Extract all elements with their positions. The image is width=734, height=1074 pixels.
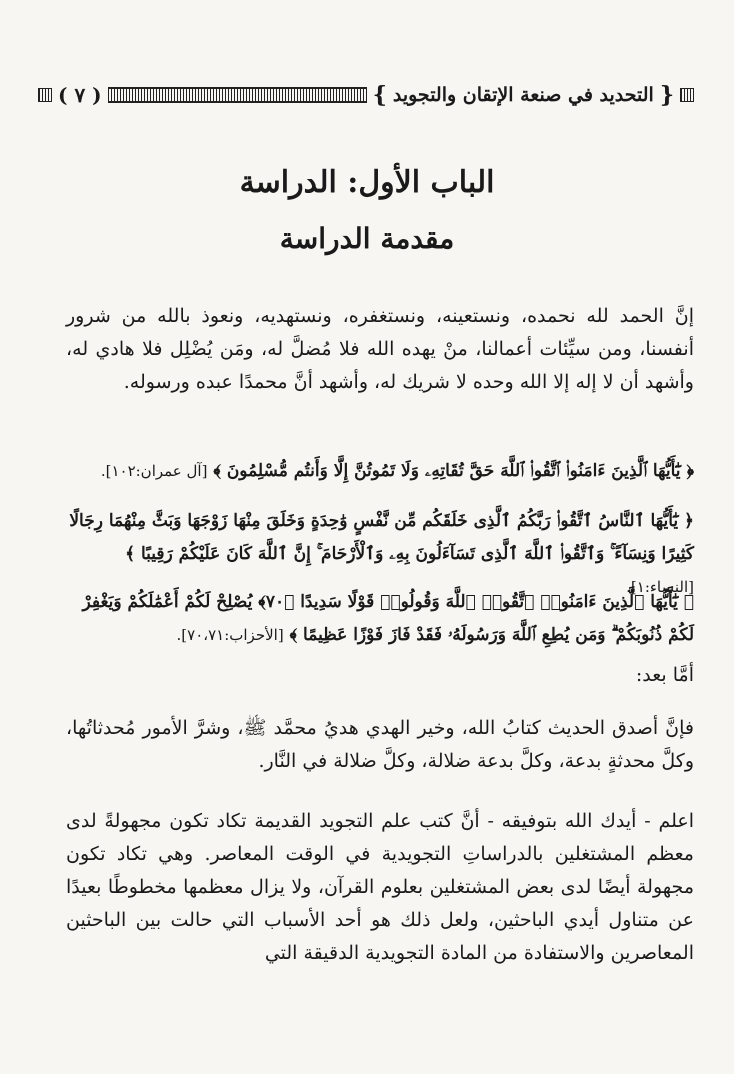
section-title: مقدمة الدراسة	[279, 222, 455, 255]
paragraph-hadith	[66, 712, 694, 778]
paragraph-opening	[66, 300, 694, 399]
verse-text: ﴿ يَٰٓأَيُّهَا ٱلَّذِينَ ءَامَنُوا۟ ٱتَّقُوا۟ ٱللَّهَ وَقُولُوا۟ قَوْلًا سَدِيدًا ﴿٧٠﴾ يُصْلِحْ لَكُمْ أَعْمَٰلَكُمْ وَيَغْفِرْ لَكُمْ ذُنُوبَكُمْ ۗ وَمَن يُطِعِ ٱللَّهَ وَرَسُولَهُۥ فَقَدْ فَازَ فَوْزًا عَظِيمًا ﴾	[82, 592, 694, 645]
chapter-title: الباب الأول: الدراسة	[239, 165, 495, 200]
paragraph-body	[66, 805, 694, 970]
page-number: ( ٧ )	[58, 83, 102, 107]
header-ornament-icon	[680, 88, 694, 102]
verse-reference: [النساء:١].	[626, 578, 694, 596]
header-title: التحديد في صنعة الإتقان والتجويد	[392, 84, 654, 106]
verse-text: ﴿ يَٰٓأَيُّهَا ٱلَّذِينَ ءَامَنُوا۟ ٱتَّقُوا۟ ٱللَّهَ حَقَّ تُقَاتِهِۦ وَلَا تَمُوتُنَّ إِلَّا وَأَنتُم مُّسْلِمُونَ ﴾	[213, 461, 694, 481]
verse-reference: [الأحزاب:٧٠،٧١].	[176, 626, 284, 644]
quran-verse	[62, 455, 694, 488]
header-brace-open: {	[659, 82, 674, 108]
header-brace-close: }	[372, 82, 387, 108]
paragraph-text: فإنَّ أصدق الحديث كتابُ الله، وخير الهدي هديُ محمَّد ﷺ، وشرَّ الأمور مُحدثاتُها، وكلَّ محدثةٍ بدعة، وكلَّ بدعة ضلالة، وكلَّ ضلالة في النَّار.	[66, 717, 694, 772]
header-ornament-rule	[108, 87, 367, 103]
running-header	[38, 78, 694, 112]
header-ornament-icon	[38, 88, 52, 102]
amma-bad-heading: أمَّا بعد:	[635, 664, 694, 686]
paragraph-text: اعلم - أيدك الله بتوفيقه - أنَّ كتب علم التجويد القديمة تكاد تكون مجهولةً لدى معظم المشتغلين بالدراساتِ التجويدية في الوقت المعاصر. وهي تكاد تكون مجهولة أيضًا لدى بعض المشتغلين بعلوم القرآن، ولا يزال معظمها مخطوطًا بعيدًا عن متناول أيدي الباحثين، ولعل ذلك هو أحد الأسباب التي حالت بين الباحثين المعاصرين والاستفادة من المادة التجويدية الدقيقة التي	[66, 810, 694, 964]
paragraph-text: إنَّ الحمد لله نحمده، ونستعينه، ونستغفره، ونستهديه، ونعوذ بالله من شرور أنفسنا، ومن سيِّئات أعمالنا، منْ يهده الله فلا مُضلَّ له، ومَن يُضْلِل فلا هادي له، وأشهد أن لا إله إلا الله وحده لا شريك له، وأشهد أنَّ محمدًا عبده ورسوله.	[66, 305, 694, 393]
verse-text: ﴿ يَٰٓأَيُّهَا ٱلنَّاسُ ٱتَّقُوا۟ رَبَّكُمُ ٱلَّذِى خَلَقَكُم مِّن نَّفْسٍ وَٰحِدَةٍ وَخَلَقَ مِنْهَا زَوْجَهَا وَبَثَّ مِنْهُمَا رِجَالًا كَثِيرًا وَنِسَآءً ۚ وَٱتَّقُوا۟ ٱللَّهَ ٱلَّذِى تَسَآءَلُونَ بِهِۦ وَٱلْأَرْحَامَ ۚ إِنَّ ٱللَّهَ كَانَ عَلَيْكُمْ رَقِيبًا ﴾	[69, 511, 694, 564]
quran-verse	[62, 586, 694, 652]
verse-reference: [آل عمران:١٠٢].	[100, 462, 208, 480]
